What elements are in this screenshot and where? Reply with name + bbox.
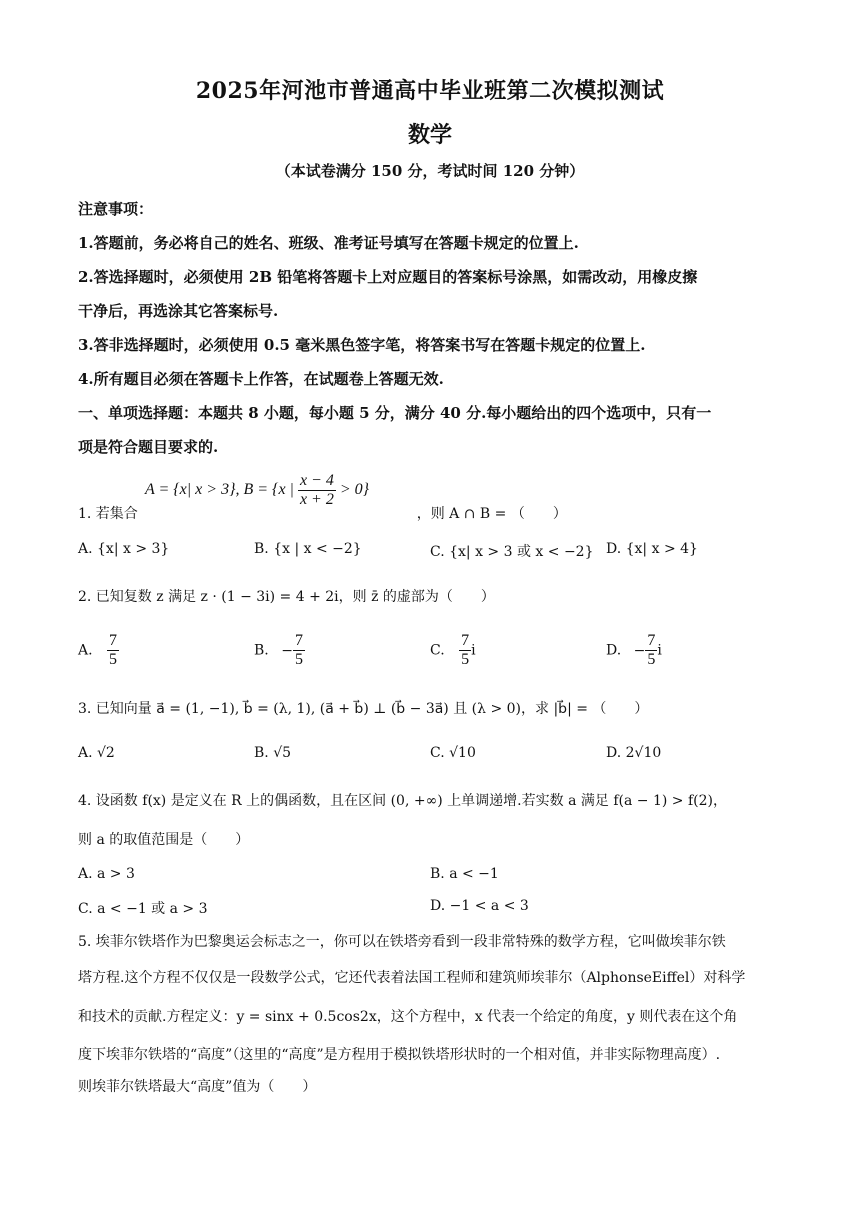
notice-item-4: 4.所有题目必须在答题卡上作答，在试题卷上答题无效. (78, 370, 444, 388)
q4-option-a: A. a > 3 (78, 866, 135, 882)
notice-item-3: 3.答非选择题时，必须使用 0.5 毫米黑色签字笔，将答案书写在答题卡规定的位置上. (78, 336, 646, 354)
q4-stem-line2: 则 a 的取值范围是（ ） (78, 832, 250, 848)
notice-item-1: 1.答题前，务必将自己的姓名、班级、准考证号填写在答题卡规定的位置上. (78, 234, 579, 252)
q1-option-a: A. {x| x > 3} (78, 541, 170, 557)
notice-item-2-cont: 干净后，再选涂其它答案标号. (78, 302, 279, 320)
notice-heading: 注意事项： (78, 200, 154, 218)
q3-option-d: D. 2√10 (606, 745, 662, 761)
q1-stem: 1. 若集合 ，则 A ∩ B = （ ） (78, 506, 567, 522)
q5-line-2: 塔方程.这个方程不仅仅是一段数学公式，它还代表着法国工程师和建筑师埃菲尔（AlphonseEiffel）对科学 (78, 970, 746, 986)
q2-option-c: C. $\frac{7}{5}$ i (430, 632, 476, 668)
q5-line-4: 度下埃菲尔铁塔的“高度”（这里的“高度”是方程用于模拟铁塔形状时的一个相对值，并非实际物理高度）. (78, 1047, 721, 1063)
notice-item-2: 2.答选择题时，必须使用 2B 铅笔将答题卡上对应题目的答案标号涂黑，如需改动，用橡皮擦 (78, 268, 698, 286)
q4-option-d: D. −1 < a < 3 (430, 898, 529, 914)
q2-stem: 2. 已知复数 z 满足 z · (1 − 3i) = 4 + 2i，则 z̄ 的虚部为（ ） (78, 589, 495, 605)
q1-set-expression: A = {x| x > 3}, B = {x | $\frac{x - 4}{x + 2}$ > 0} (145, 472, 370, 508)
q3-option-b: B. √5 (254, 745, 292, 761)
exam-title: 2025年河池市普通高中毕业班第二次模拟测试 (195, 78, 665, 104)
q4-stem-line1: 4. 设函数 f(x) 是定义在 R 上的偶函数，且在区间 (0, +∞) 上单调递增.若实数 a 满足 f(a − 1) > f(2)， (78, 793, 727, 809)
q2-option-a: A. $\frac{7}{5}$ (78, 632, 118, 668)
q1-option-d: D. {x| x > 4} (606, 541, 698, 557)
q5-line-3: 和技术的贡献.方程定义：y = sinx + 0.5cos2x，这个方程中，x 代表一个给定的角度，y 则代表在这个角 (78, 1009, 738, 1025)
section-heading-line2: 项是符合题目要求的. (78, 438, 219, 456)
q4-option-c: C. a < −1 或 a > 3 (78, 901, 208, 917)
q2-option-b: B. − $\frac{7}{5}$ (254, 632, 303, 668)
q2-option-d: D. − $\frac{7}{5}$ i (606, 632, 662, 668)
q1-option-b: B. {x | x < −2} (254, 541, 362, 557)
q5-line-5: 则埃菲尔铁塔最大“高度”值为（ ） (78, 1079, 317, 1095)
section-heading-line1: 一、单项选择题：本题共 8 小题，每小题 5 分，满分 40 分.每小题给出的四个选项中，只有一 (78, 404, 712, 422)
q4-option-b: B. a < −1 (430, 866, 499, 882)
q3-option-a: A. √2 (78, 745, 115, 761)
q3-option-c: C. √10 (430, 745, 476, 761)
exam-note: （本试卷满分 150 分，考试时间 120 分钟） (275, 162, 585, 180)
q3-stem: 3. 已知向量 a⃗ = (1, −1), b⃗ = (λ, 1), (a⃗ + b⃗) ⊥ (b⃗ − 3a⃗) 且 (λ > 0)，求 |b⃗| = （ ） (78, 701, 649, 717)
q1-option-c: C. {x| x > 3 或 x < −2} (430, 544, 594, 560)
q5-line-1: 5. 埃菲尔铁塔作为巴黎奥运会标志之一，你可以在铁塔旁看到一段非常特殊的数学方程，它叫做埃菲尔铁 (78, 934, 726, 950)
q1-fraction: $\frac{x - 4}{x + 2}$ (299, 472, 334, 508)
subject-title: 数学 (407, 122, 452, 148)
